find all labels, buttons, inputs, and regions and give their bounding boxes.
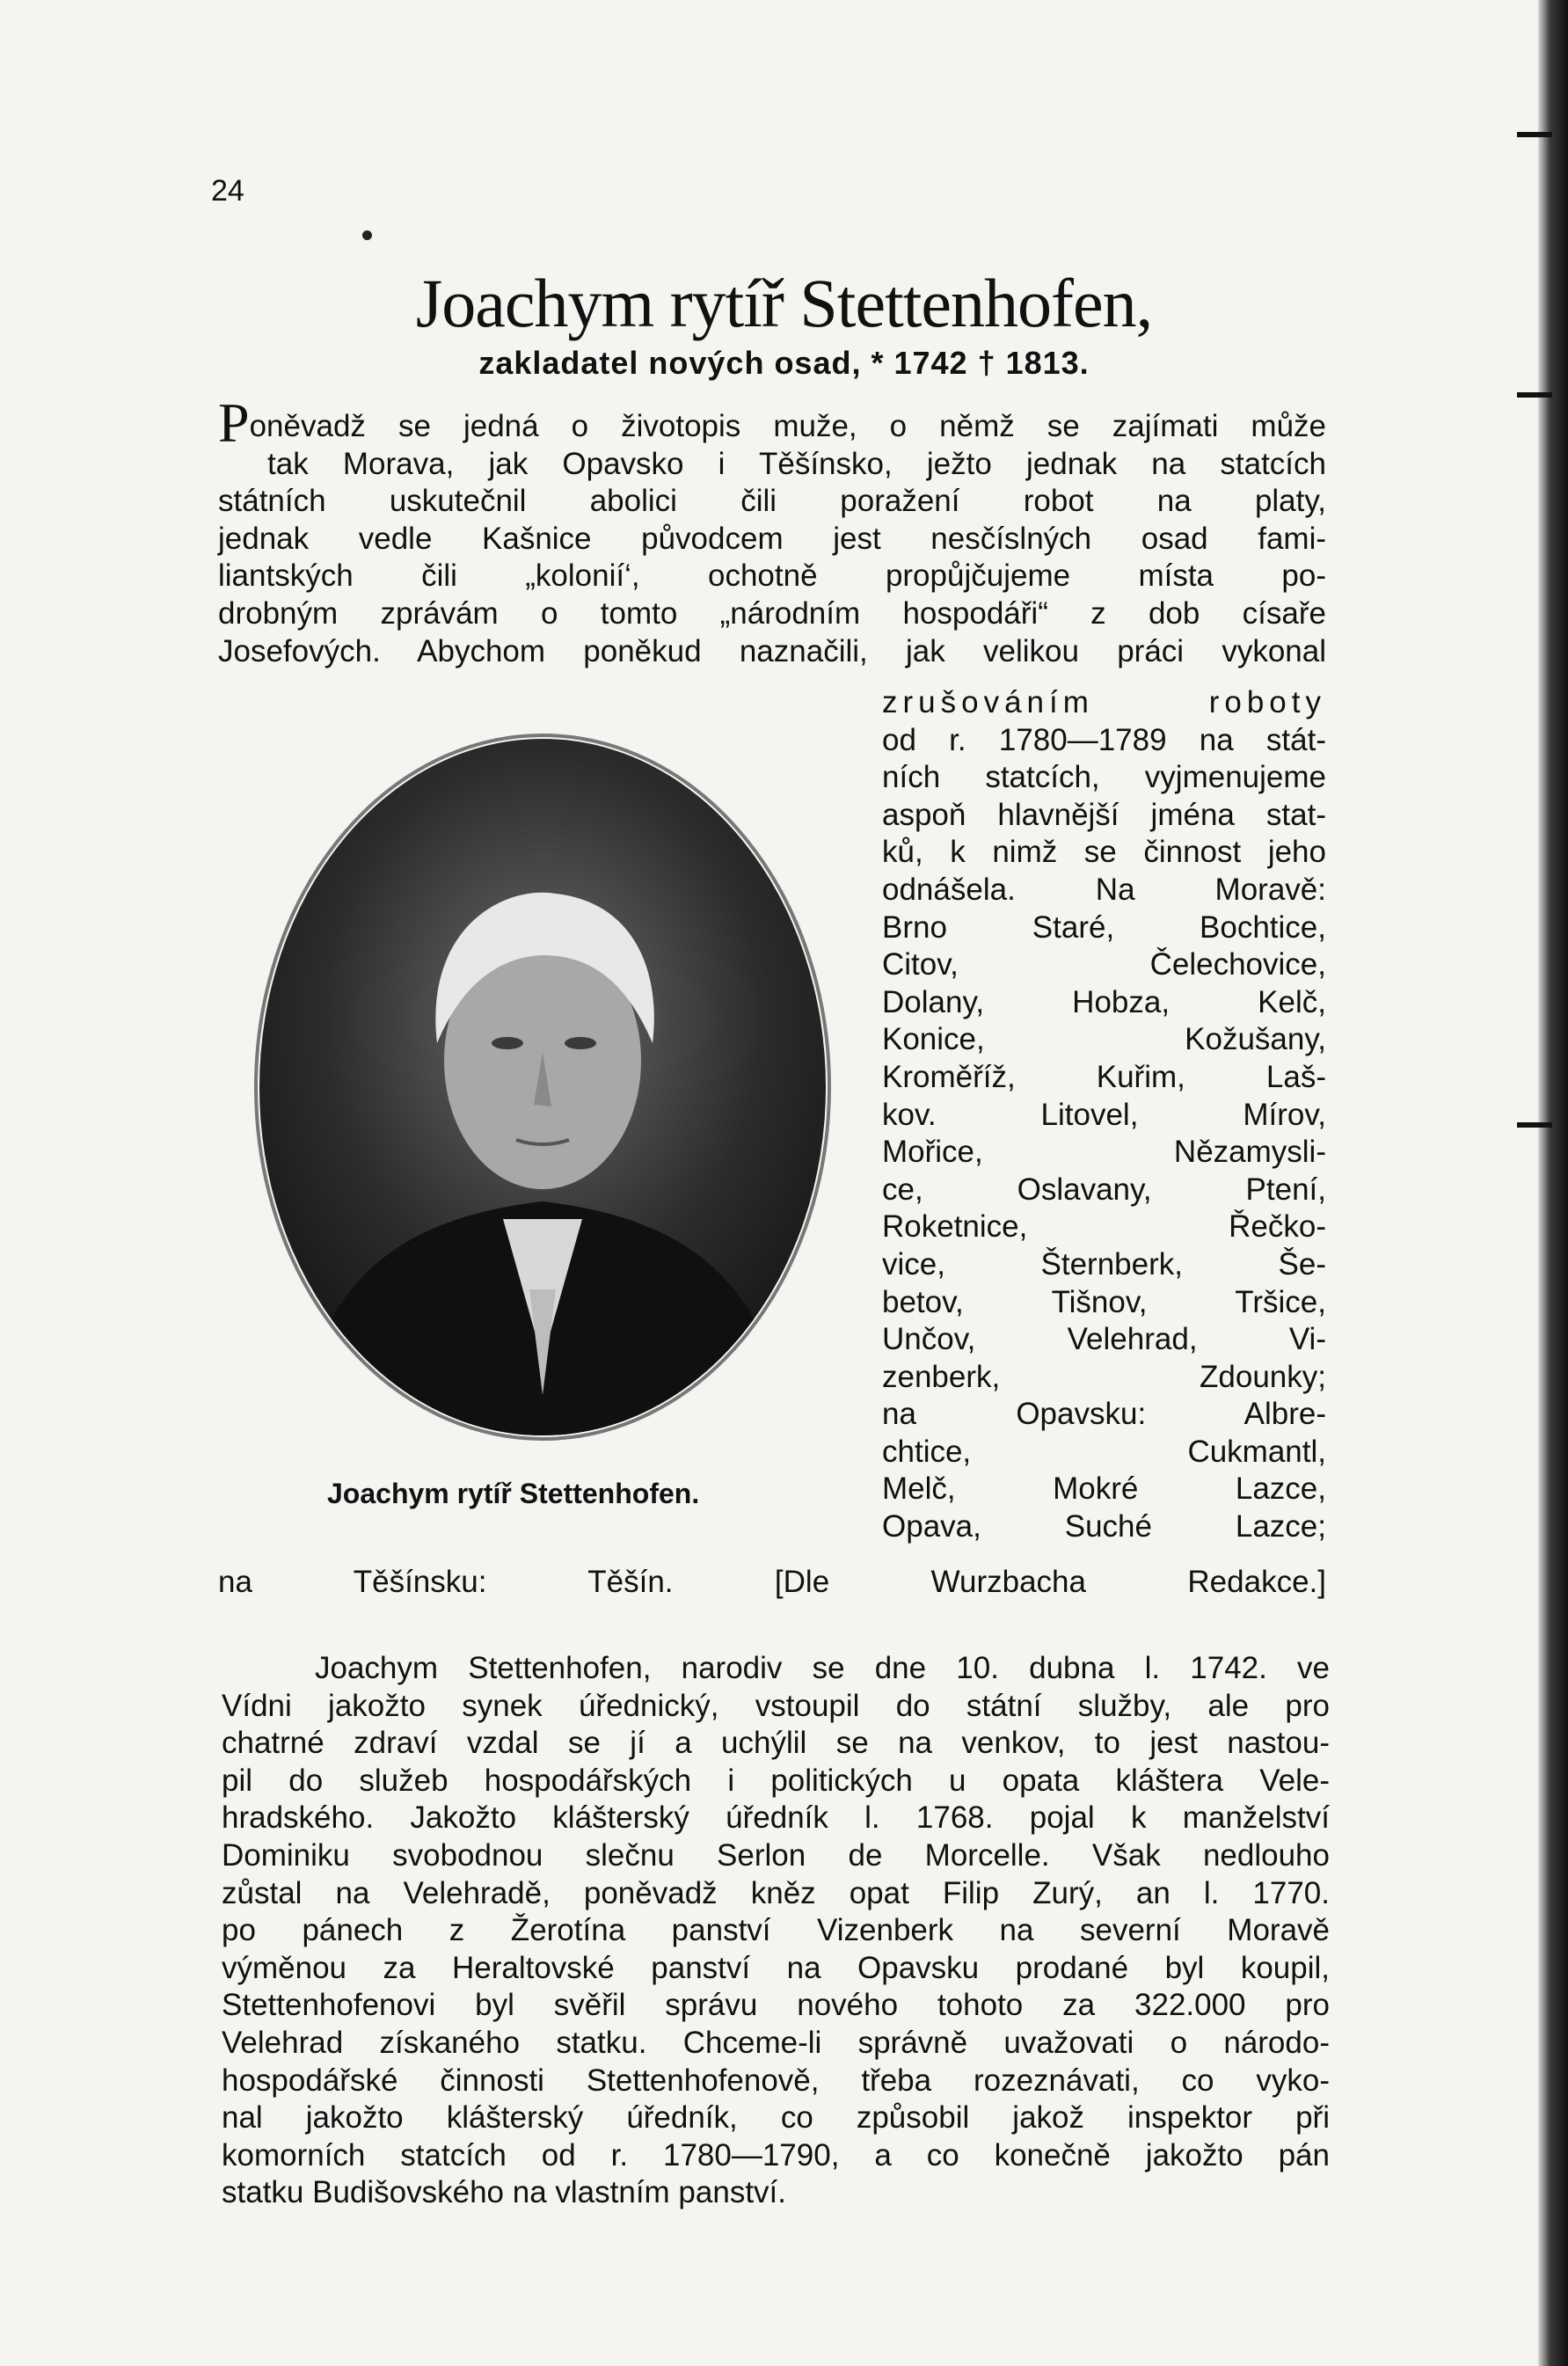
drop-cap: P	[218, 391, 250, 454]
closing-line: na Těšínsku: Těšín. [Dle Wurzbacha Redakce.]	[218, 1565, 1326, 1599]
column-line: kov. Litovel, Mírov,	[882, 1097, 1326, 1132]
paragraph-line: Velehrad získaného statku. Chceme-li správně uvažovati o národo-	[222, 2025, 1330, 2060]
column-line: Melč, Mokré Lazce,	[882, 1471, 1326, 1507]
portrait-image	[239, 727, 846, 1457]
place-list-column	[882, 684, 1326, 1546]
intro-line: státních uskutečnil abolici čili poražení robot na platy,	[218, 484, 1326, 519]
paragraph-line: Dominiku svobodnou slečnu Serlon de Morcelle. Však nedlouho	[222, 1837, 1330, 1873]
intro-line: Poněvadž se jedná o životopis muže, o němž se zajímati může	[218, 391, 1326, 454]
intro-paragraph	[218, 391, 1326, 670]
column-line: Dolany, Hobza, Kelč,	[882, 984, 1326, 1019]
page-number: 24	[211, 174, 244, 208]
paragraph-line: statku Budišovského na vlastním panství.	[222, 2175, 786, 2210]
paragraph-line: komorních statcích od r. 1780—1790, a co konečně jakožto pán	[222, 2137, 1330, 2172]
column-line: betov, Tišnov, Tršice,	[882, 1284, 1326, 1319]
edge-mark	[1517, 1122, 1552, 1128]
column-line: Roketnice, Řečko-	[882, 1209, 1326, 1245]
edge-mark	[1517, 392, 1552, 398]
column-line: na Opavsku: Albre-	[882, 1397, 1326, 1432]
intro-line: liantských čili „kolonií‘, ochotně propůjčujeme místa po-	[218, 559, 1326, 594]
column-line: Mořice, Nězamysli-	[882, 1135, 1326, 1170]
paragraph-line: nal jakožto klášterský úředník, co způsobil jakož inspektor při	[222, 2100, 1330, 2136]
edge-mark	[1517, 132, 1552, 137]
article-title: Joachym rytíř Stettenhofen,	[415, 265, 1153, 341]
paragraph-line: hradského. Jakožto klášterský úředník l. 1768. pojal k manželství	[222, 1800, 1330, 1836]
column-line: Kroměříž, Kuřim, Laš-	[882, 1059, 1326, 1094]
column-line: od r. 1780—1789 na stát-	[882, 722, 1326, 757]
column-line: Opava, Suché Lazce;	[882, 1509, 1326, 1544]
paragraph-line: hospodářské činnosti Stettenhofenově, třeba rozeznávati, co vyko-	[222, 2063, 1330, 2098]
column-line: ce, Oslavany, Ptení,	[882, 1172, 1326, 1207]
column-line: zenberk, Zdounky;	[882, 1359, 1326, 1394]
intro-line: Josefových. Abychom poněkud naznačili, jak velikou práci vykonal	[218, 633, 1326, 668]
paragraph-line: výměnou za Heraltovské panství na Opavsku prodané byl koupil,	[222, 1950, 1330, 1985]
column-line: ků, k nimž se činnost jeho	[882, 835, 1326, 870]
column-line: aspoň hlavnější jména stat-	[882, 797, 1326, 832]
intro-line: jednak vedle Kašnice původcem jest nesčíslných osad fami-	[218, 521, 1326, 556]
article-subtitle: zakladatel nových osad, * 1742 † 1813.	[478, 345, 1090, 381]
column-line: Citov, Čelechovice,	[882, 947, 1326, 982]
column-line: Konice, Kožušany,	[882, 1022, 1326, 1057]
paragraph-line: Joachym Stettenhofen, narodiv se dne 10. dubna l. 1742. ve	[315, 1651, 1330, 1685]
paragraph-line: pil do služeb hospodářských i politických u opata kláštera Vele-	[222, 1763, 1330, 1798]
column-line: Unčov, Velehrad, Vi-	[882, 1322, 1326, 1357]
column-line: chtice, Cukmantl,	[882, 1434, 1326, 1469]
closing-line-block	[218, 1564, 1326, 1602]
ink-speck	[362, 230, 372, 240]
paragraph-line: zůstal na Velehradě, poněvadž kněz opat Filip Zurý, an l. 1770.	[222, 1875, 1330, 1910]
paragraph-line: Stettenhofenovi byl svěřil správu nového tohoto za 322.000 pro	[222, 1988, 1330, 2023]
column-line: vice, Šternberk, Še-	[882, 1246, 1326, 1282]
column-line: odnášela. Na Moravě:	[882, 872, 1326, 907]
portrait-caption: Joachym rytíř Stettenhofen.	[327, 1478, 700, 1509]
intro-line: tak Morava, jak Opavsko i Těšínsko, ježto jednak na statcích	[267, 446, 1326, 481]
paragraph-line: chatrné zdraví vzdal se jí a uchýlil se na venkov, to jest nastou-	[222, 1726, 1330, 1761]
intro-line: drobným zprávám o tomto „národním hospodáři“ z dob císaře	[218, 595, 1326, 631]
paragraph-line: po pánech z Žerotína panství Vizenberk na severní Moravě	[222, 1913, 1330, 1948]
biography-paragraph	[222, 1650, 1330, 2212]
paragraph-line: Vídni jakožto synek úřednický, vstoupil do státní služby, ale pro	[222, 1688, 1330, 1723]
column-line: Brno Staré, Bochtice,	[882, 909, 1326, 945]
column-line: zrušováním roboty	[882, 685, 1326, 719]
column-line: ních statcích, vyjmenujeme	[882, 760, 1326, 795]
